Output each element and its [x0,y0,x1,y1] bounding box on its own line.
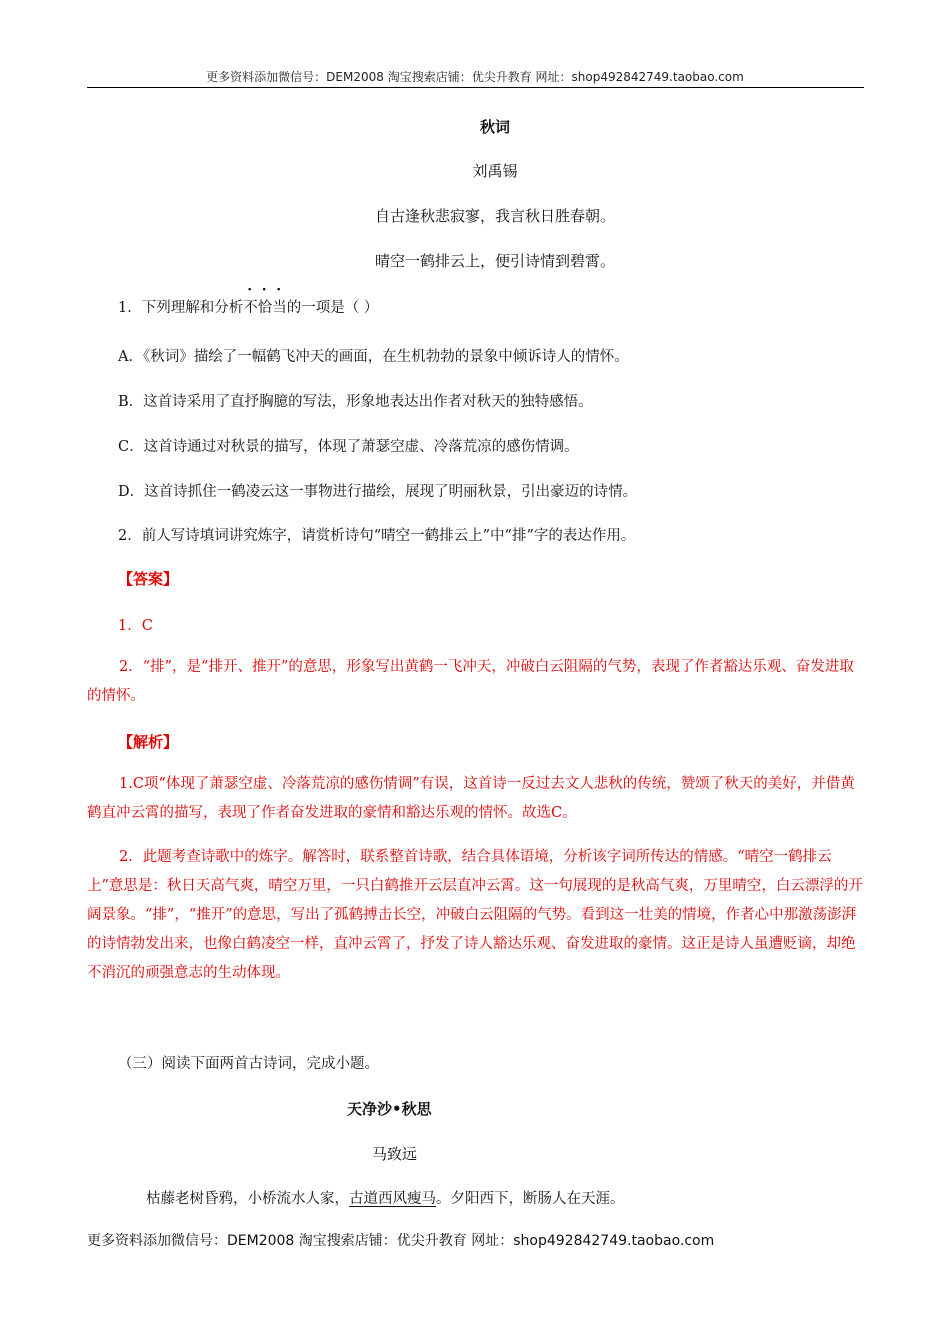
answer-label: 【答案】 [118,570,179,588]
poem1-line1: 自古逢秋悲寂寥，我言秋日胜春朝。 [374,207,615,225]
answer-1: 1．C [118,618,153,634]
option-d: D．这首诗抓住一鹤凌云这一事物进行描绘，展现了明丽秋景，引出豪迈的诗情。 [118,484,638,500]
poem1-author: 刘禹锡 [472,162,518,180]
poem2-title: 天净沙•秋思 [347,1100,432,1118]
poem2-line [146,1187,625,1208]
section-3-intro: （三）阅读下面两首古诗词，完成小题。 [118,1056,379,1072]
option-a: A．《秋词》描绘了一幅鹤飞冲天的画面，在生机勃勃的景象中倾诉诗人的情怀。 [118,349,629,365]
poem2-line-part1: 枯藤老树昏鸦，小桥流水人家， [146,1191,349,1207]
page-footer: 更多资料添加微信号：DEM2008 淘宝搜索店铺：优尖升教育 网址：shop492842749.taobao.com [87,1233,715,1249]
analysis-label: 【解析】 [118,733,179,751]
option-b: B．这首诗采用了直抒胸臆的写法，形象地表达出作者对秋天的独特感悟。 [118,394,593,410]
answer-2: 2．“排”，是“排开、推开”的意思，形象写出黄鹤一飞冲天，冲破白云阻隔的气势，表现了作者豁达乐观、奋发进取的情怀。 [87,659,854,704]
poem2-underlined-phrase: 古道西风瘦马 [349,1191,436,1207]
question-1-prefix: 1．下列理解和分析 [118,300,244,316]
question-1 [118,296,378,317]
header-divider [87,87,864,88]
question-2: 2．前人写诗填词讲究炼字，请赏析诗句“晴空一鹤排云上”中“排”字的表达作用。 [118,528,636,544]
option-c: C．这首诗通过对秋景的描写，体现了萧瑟空虚、冷落荒凉的感伤情调。 [118,439,579,455]
poem1-line2: 晴空一鹤排云上，便引诗情到碧霄。 [374,252,615,270]
analysis-paragraph-1: 1.C项“体现了萧瑟空虚、冷落荒凉的感伤情调”有误，这首诗一反过去文人悲秋的传统，赞颂了秋天的美好，并借黄鹤直冲云霄的描写，表现了作者奋发进取的豪情和豁达乐观的情怀。故选C。 [87,776,855,821]
page-header: 更多资料添加微信号：DEM2008 淘宝搜索店铺：优尖升教育 网址：shop492842749.taobao.com [206,70,744,84]
poem2-line-part2: 。夕阳西下，断肠人在天涯。 [436,1191,625,1207]
poem2-author: 马致远 [372,1145,418,1163]
poem1-title: 秋词 [479,118,510,136]
emphasis-char-1: 不 [243,300,258,316]
emphasis-char-2: 恰 [257,300,273,316]
question-1-suffix: 的一项是（ ） [286,300,379,316]
analysis-paragraph-2: 2．此题考查诗歌中的炼字。解答时，联系整首诗歌，结合具体语境，分析该字词所传达的情感。“晴空一鹤排云上”意思是：秋日天高气爽，晴空万里，一只白鹤推开云层直冲云霄。这一句展现的是秋高气爽，万里晴空，白云漂浮的开阔景象。“排”，“推开”的意思，写出了孤鹤搏击长空，冲破白云阻隔的气势。看到这一壮美的情境，作者心中那激荡澎湃的诗情勃发出来，也像白鹤凌空一样，直冲云霄了，抒发了诗人豁达乐观、奋发进取的豪情。这正是诗人虽遭贬谪，却绝不消沉的顽强意志的生动体现。 [87,849,863,981]
emphasis-char-3: 当 [272,300,287,316]
